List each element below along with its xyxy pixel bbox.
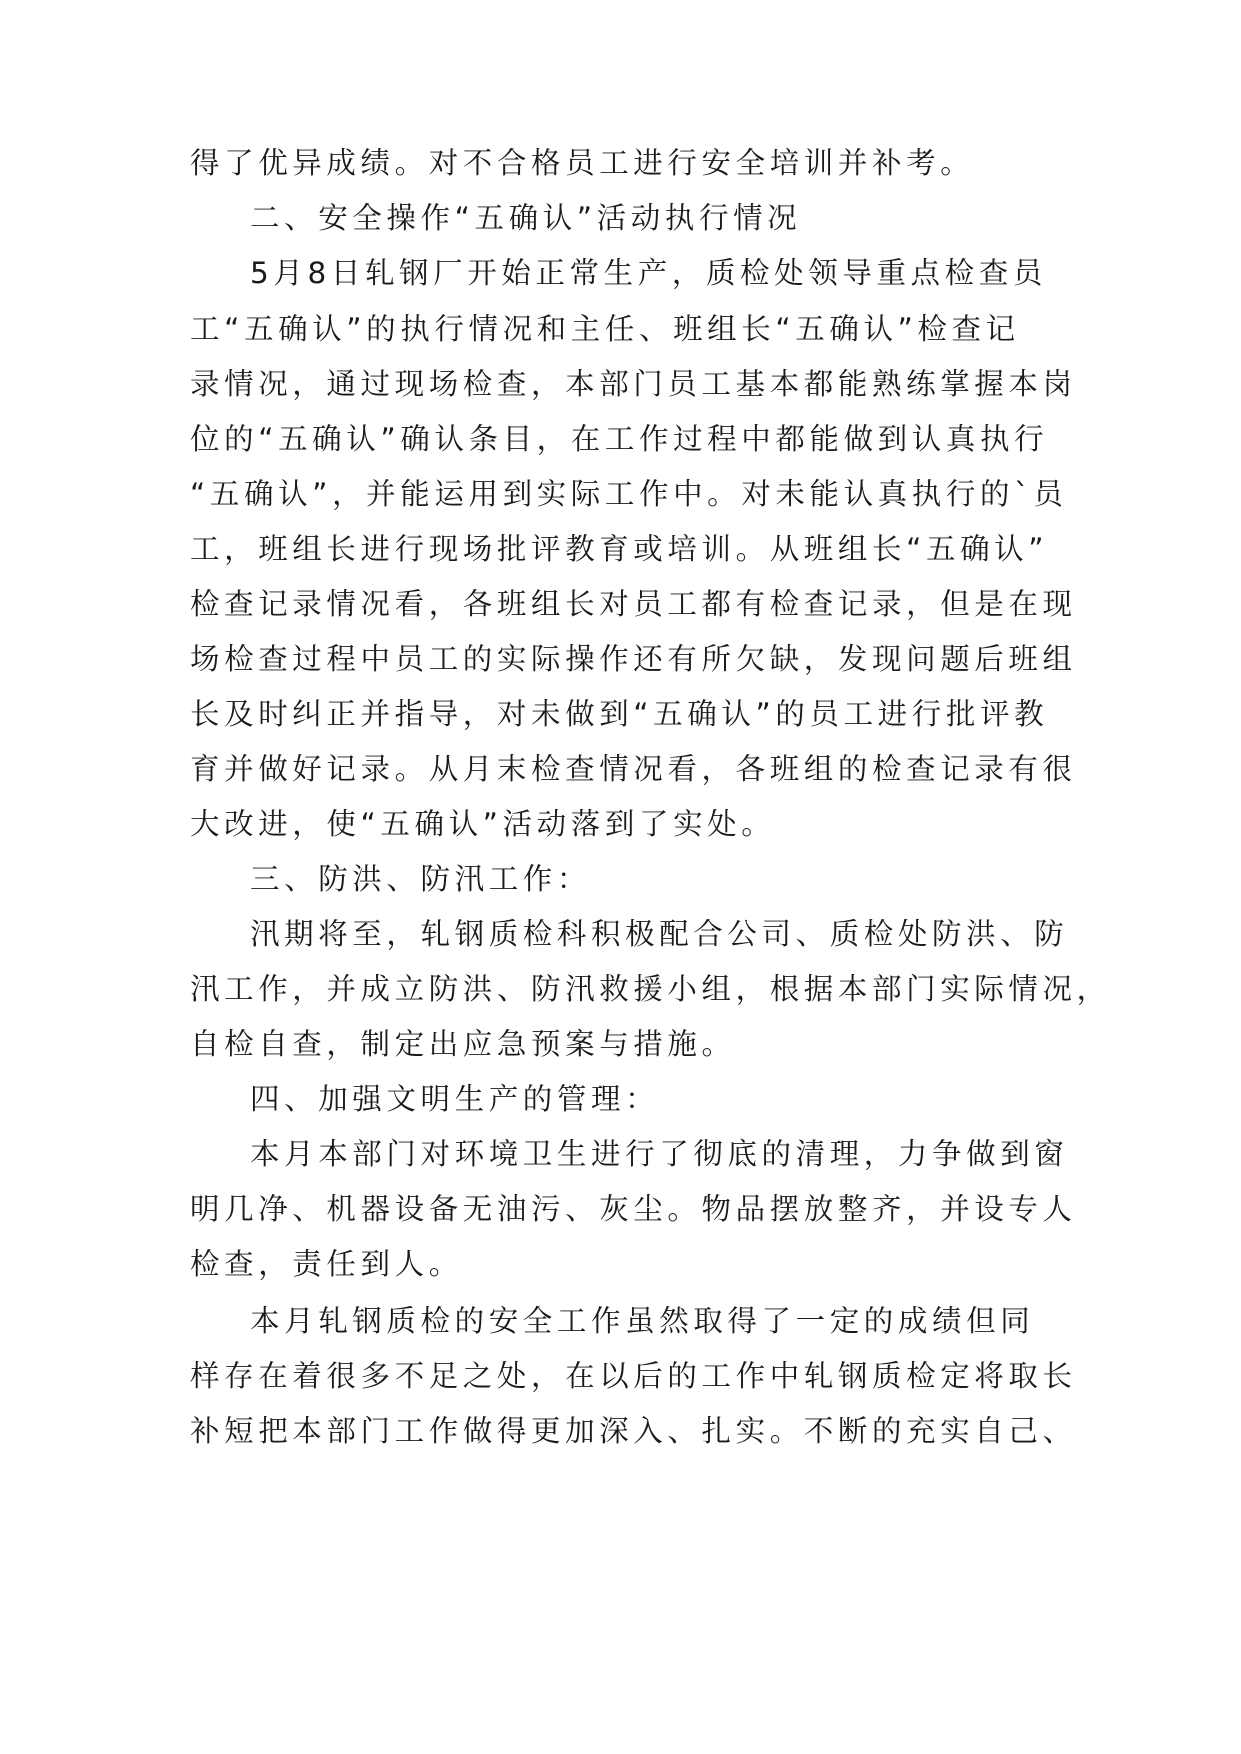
text-line: 5月8日轧钢厂开始正常生产，质检处领导重点检查员 <box>250 256 1047 290</box>
text-line: 本月本部门对环境卫生进行了彻底的清理，力争做到窗 <box>250 1137 1069 1171</box>
text-line: 场检查过程中员工的实际操作还有所欠缺，发现问题后班组 <box>190 642 1077 676</box>
text-line: 自检自查，制定出应急预案与措施。 <box>190 1027 736 1061</box>
text-line: 补短把本部门工作做得更加深入、扎实。不断的充实自己、 <box>190 1414 1077 1448</box>
text-line: 长及时纠正并指导，对未做到“五确认”的员工进行批评教 <box>190 697 1049 731</box>
text-line: 育并做好记录。从月末检查情况看，各班组的检查记录有很 <box>190 752 1077 786</box>
section-heading: 二、安全操作“五确认”活动执行情况 <box>250 201 802 235</box>
text-line: 汛工作，并成立防洪、防汛救援小组，根据本部门实际情况， <box>190 972 1111 1006</box>
text-line: 录情况，通过现场检查，本部门员工基本都能熟练掌握本岗 <box>190 367 1077 401</box>
text-line: 工“五确认”的执行情况和主任、班组长“五确认”检查记 <box>190 312 1020 346</box>
text-line: 明几净、机器设备无油污、灰尘。物品摆放整齐，并设专人 <box>190 1192 1077 1226</box>
text-line: 工，班组长进行现场批评教育或培训。从班组长“五确认” <box>190 532 1049 566</box>
section-heading: 四、加强文明生产的管理： <box>250 1082 660 1116</box>
text-line: “五确认”，并能运用到实际工作中。对未能认真执行的`员 <box>190 477 1068 511</box>
section-heading: 三、防洪、防汛工作： <box>250 862 592 896</box>
text-line: 大改进，使“五确认”活动落到了实处。 <box>190 807 776 841</box>
text-line: 得了优异成绩。对不合格员工进行安全培训并补考。 <box>190 146 975 180</box>
text-line: 检查记录情况看，各班组长对员工都有检查记录，但是在现 <box>190 587 1077 621</box>
text-line: 位的“五确认”确认条目，在工作过程中都能做到认真执行 <box>190 422 1049 456</box>
text-line: 检查，责任到人。 <box>190 1247 463 1281</box>
text-line: 汛期将至，轧钢质检科积极配合公司、质检处防洪、防 <box>250 917 1069 951</box>
text-line: 本月轧钢质检的安全工作虽然取得了一定的成绩但同 <box>250 1304 1035 1338</box>
text-line: 样存在着很多不足之处，在以后的工作中轧钢质检定将取长 <box>190 1359 1077 1393</box>
